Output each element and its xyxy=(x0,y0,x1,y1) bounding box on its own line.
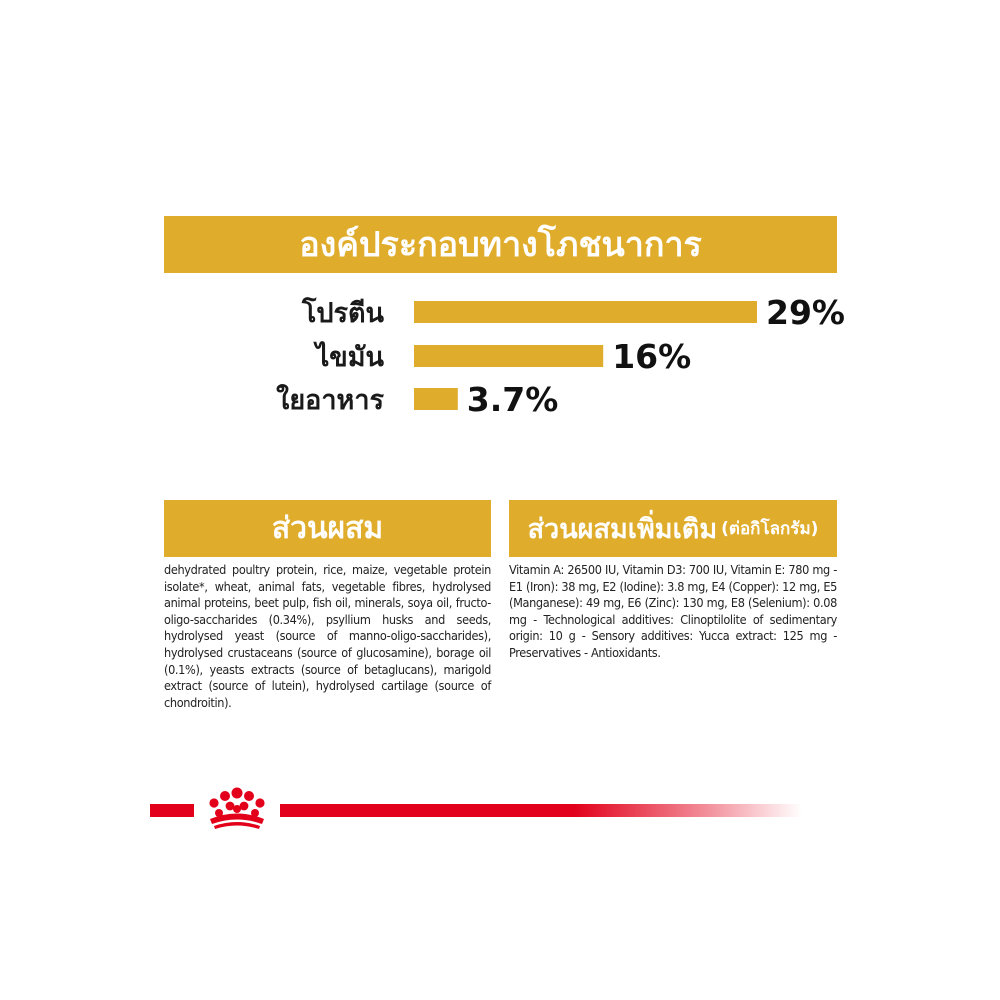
nutrition-title: องค์ประกอบทางโภชนาการ xyxy=(299,224,702,265)
additives-heading-bar xyxy=(509,500,837,557)
composition-panel xyxy=(164,500,491,711)
additives-panel xyxy=(509,500,837,662)
additives-text: Vitamin A: 26500 IU, Vitamin D3: 700 IU, Vitamin E: 780 mg - E1 (Iron): 38 mg, E2 (Iodine): 3.8 mg, E4 (Copper): 12 mg, E5 (Manganese): 49 mg, E6 (Zinc): 130 mg, E8 (Selenium): 0.08 mg - Technological additives: Clinoptilolite of sedimentary origin: 10 g - Sensory additives: Yucca extract: 125 mg - Preservatives - Antioxidants. xyxy=(509,562,837,660)
category-label: ใยอาหาร xyxy=(276,385,384,416)
composition-heading-bar xyxy=(164,500,491,557)
bar xyxy=(414,301,757,323)
royal-crown-icon xyxy=(194,784,280,834)
value-label: 3.7% xyxy=(466,380,559,419)
additives-heading: ส่วนผสมเพิ่มเติม xyxy=(527,514,718,545)
bar xyxy=(414,345,603,367)
composition-heading: ส่วนผสม xyxy=(271,511,384,546)
category-label: ไขมัน xyxy=(315,342,384,373)
category-label: โปรตีน xyxy=(301,298,384,329)
value-label: 16% xyxy=(612,337,692,376)
additives-heading-suffix: (ต่อกิโลกรัม) xyxy=(721,519,819,539)
value-label: 29% xyxy=(766,293,845,332)
nutrition-title-banner xyxy=(164,216,837,273)
bar xyxy=(414,388,458,410)
composition-text: dehydrated poultry protein, rice, maize, vegetable protein isolate*, wheat, animal fats, vegetable fibres, hydrolysed animal proteins, beet pulp, fish oil, minerals, soya oil, fructo-oligo-saccharides (0.34%), psyllium husks and seeds, hydrolysed yeast (source of manno-oligo-saccharides), hydrolysed crustaceans (source of glucosamine), borage oil (0.1%), yeasts extracts (source of betaglucans), marigold extract (source of lutein), hydrolysed cartilage (source of chondroitin). xyxy=(164,562,491,710)
